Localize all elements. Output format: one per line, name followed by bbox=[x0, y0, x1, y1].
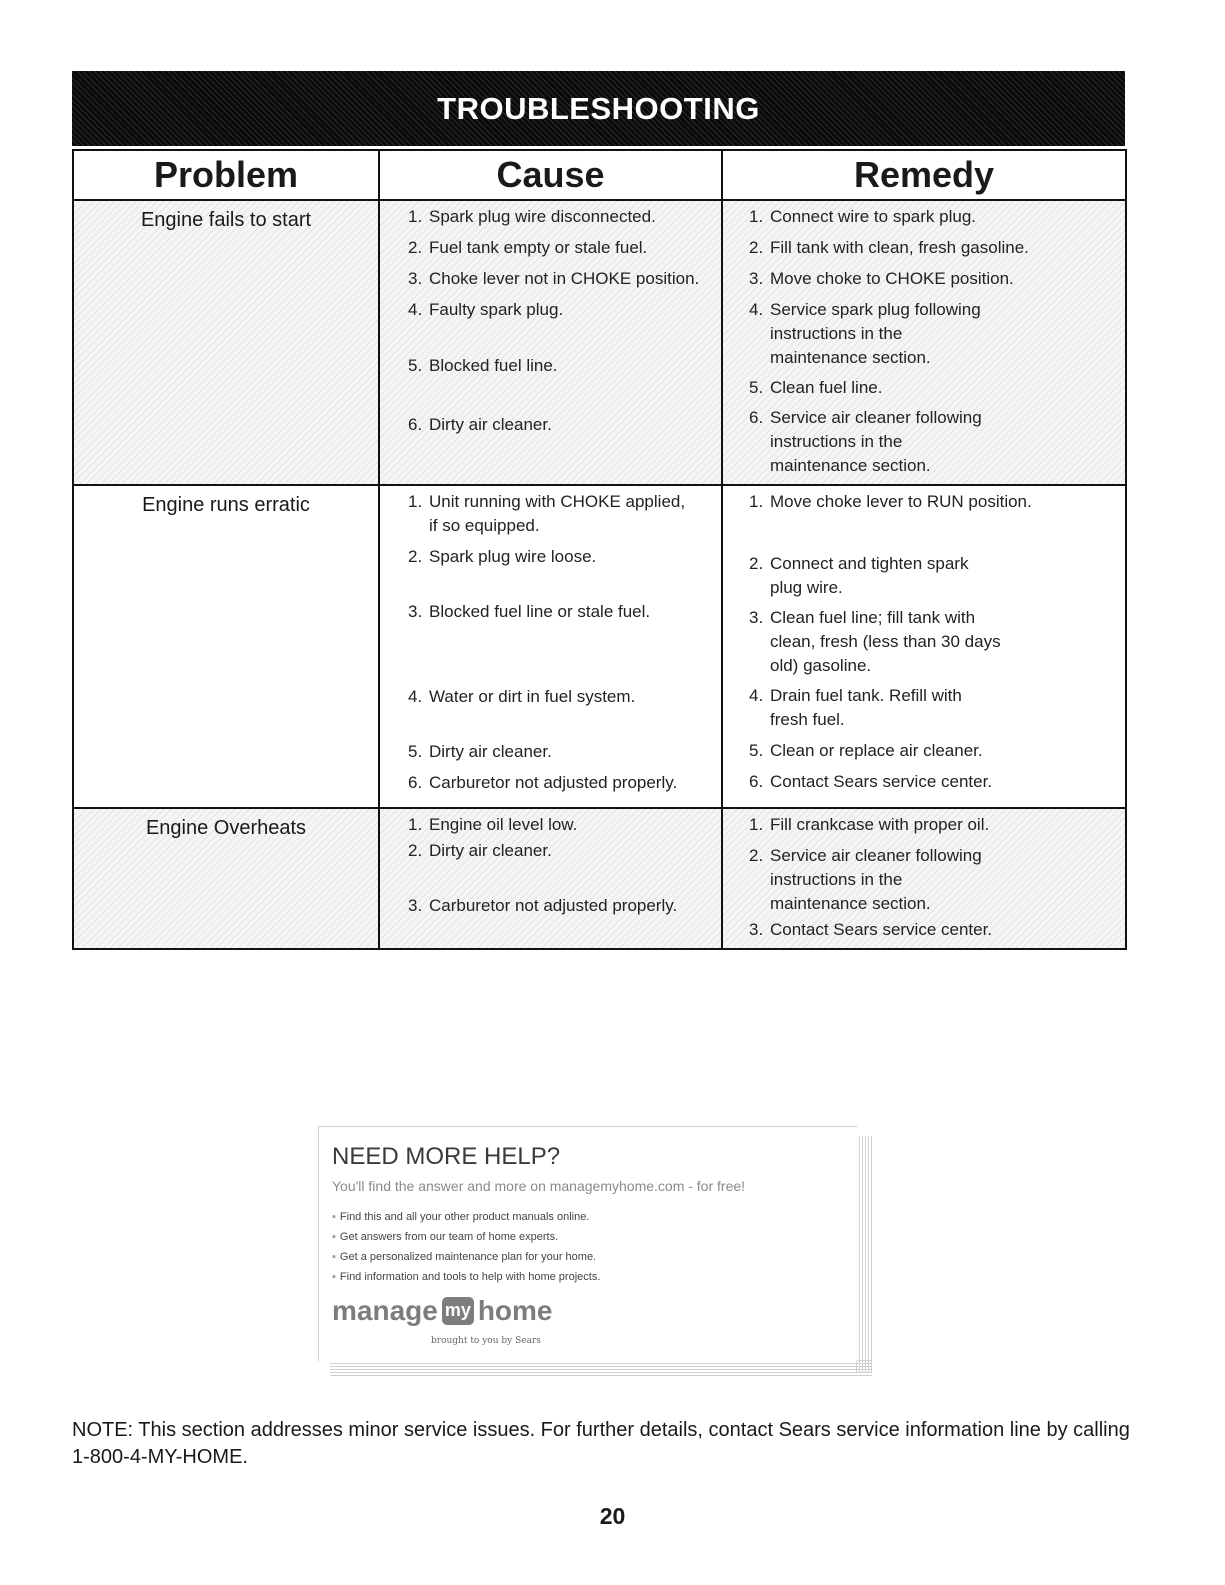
logo-badge: my bbox=[442, 1297, 474, 1325]
list-item: 2. Connect and tighten spark plug wire. bbox=[749, 554, 969, 597]
list-item: 1. Spark plug wire disconnected. bbox=[408, 207, 656, 226]
list-item: 3. Clean fuel line; fill tank with clean, fresh (less than 30 days old) gasoline. bbox=[749, 608, 1001, 675]
list-item: 3. Choke lever not in CHOKE position. bbox=[408, 269, 700, 288]
list-item: 4. Drain fuel tank. Refill with fresh fuel. bbox=[749, 686, 962, 729]
list-item: 2. Fill tank with clean, fresh gasoline. bbox=[749, 238, 1029, 257]
troubleshooting-table bbox=[72, 149, 1127, 950]
table-row bbox=[73, 200, 1126, 485]
list-item: 4. Faulty spark plug. bbox=[408, 300, 564, 319]
help-box bbox=[318, 1126, 857, 1361]
managemyhome-logo: manage my home bbox=[332, 1295, 553, 1326]
list-item: ▪ Find information and tools to help with home projects. bbox=[332, 1267, 600, 1287]
help-bullet-list bbox=[332, 1207, 600, 1287]
page-number: 20 bbox=[599, 1503, 626, 1529]
list-item: 2. Dirty air cleaner. bbox=[408, 841, 552, 860]
list-item: 2. Spark plug wire loose. bbox=[408, 547, 597, 566]
list-item: 3. Blocked fuel line or stale fuel. bbox=[408, 602, 651, 621]
remedy-cell bbox=[722, 485, 1126, 808]
remedy-cell bbox=[722, 200, 1126, 485]
list-item: 1. Fill crankcase with proper oil. bbox=[749, 815, 990, 834]
list-item: 4. Service spark plug following instructions in the maintenance section. bbox=[749, 300, 981, 367]
logo-tagline: brought to you by Sears bbox=[431, 1336, 541, 1346]
list-item: 2. Fuel tank empty or stale fuel. bbox=[408, 238, 648, 257]
section-banner bbox=[72, 71, 1125, 146]
note-text: NOTE: This section addresses minor service issues. For further details, contact Sears service information line by calling 1-800-4-MY-HOME. bbox=[72, 1419, 1130, 1468]
list-item: 4. Water or dirt in fuel system. bbox=[408, 687, 636, 706]
list-item: 5. Clean or replace air cleaner. bbox=[749, 741, 983, 760]
list-item: ▪ Get a personalized maintenance plan for your home. bbox=[332, 1247, 600, 1267]
help-box-shadow bbox=[330, 1360, 872, 1376]
problem-cell: Engine fails to start bbox=[73, 200, 379, 485]
help-title: NEED MORE HELP? bbox=[332, 1143, 561, 1170]
header-problem: Problem bbox=[73, 150, 379, 200]
list-item: 6. Service air cleaner following instructions in the maintenance section. bbox=[749, 408, 982, 475]
list-item: 6. Dirty air cleaner. bbox=[408, 415, 552, 434]
list-item: 3. Move choke to CHOKE position. bbox=[749, 269, 1014, 288]
list-item: 5. Dirty air cleaner. bbox=[408, 742, 552, 761]
cause-cell bbox=[379, 808, 722, 949]
list-item: 1. Connect wire to spark plug. bbox=[749, 207, 976, 226]
table-header-row bbox=[73, 150, 1126, 200]
list-item: 5. Clean fuel line. bbox=[749, 378, 883, 397]
problem-cell: Engine Overheats bbox=[73, 808, 379, 949]
list-item: 1. Engine oil level low. bbox=[408, 815, 578, 834]
list-item: 2. Service air cleaner following instructions in the maintenance section. bbox=[749, 846, 982, 913]
problem-cell: Engine runs erratic bbox=[73, 485, 379, 808]
table-row bbox=[73, 808, 1126, 949]
cause-cell bbox=[379, 200, 722, 485]
list-item: ▪ Get answers from our team of home experts. bbox=[332, 1227, 600, 1247]
list-item: ▪ Find this and all your other product manuals online. bbox=[332, 1207, 600, 1227]
list-item: 1. Unit running with CHOKE applied, if so equipped. bbox=[408, 492, 686, 535]
header-remedy: Remedy bbox=[722, 150, 1126, 200]
list-item: 6. Carburetor not adjusted properly. bbox=[408, 773, 678, 792]
list-item: 1. Move choke lever to RUN position. bbox=[749, 492, 1032, 511]
list-item: 6. Contact Sears service center. bbox=[749, 772, 993, 791]
header-cause: Cause bbox=[379, 150, 722, 200]
list-item: 3. Contact Sears service center. bbox=[749, 920, 993, 939]
cause-cell bbox=[379, 485, 722, 808]
section-title: TROUBLESHOOTING bbox=[437, 90, 760, 126]
list-item: 5. Blocked fuel line. bbox=[408, 356, 558, 375]
remedy-cell bbox=[722, 808, 1126, 949]
table-row bbox=[73, 485, 1126, 808]
help-box-shadow bbox=[856, 1136, 872, 1372]
help-subtitle: You'll find the answer and more on managemyhome.com - for free! bbox=[332, 1178, 746, 1194]
list-item: 3. Carburetor not adjusted properly. bbox=[408, 896, 678, 915]
